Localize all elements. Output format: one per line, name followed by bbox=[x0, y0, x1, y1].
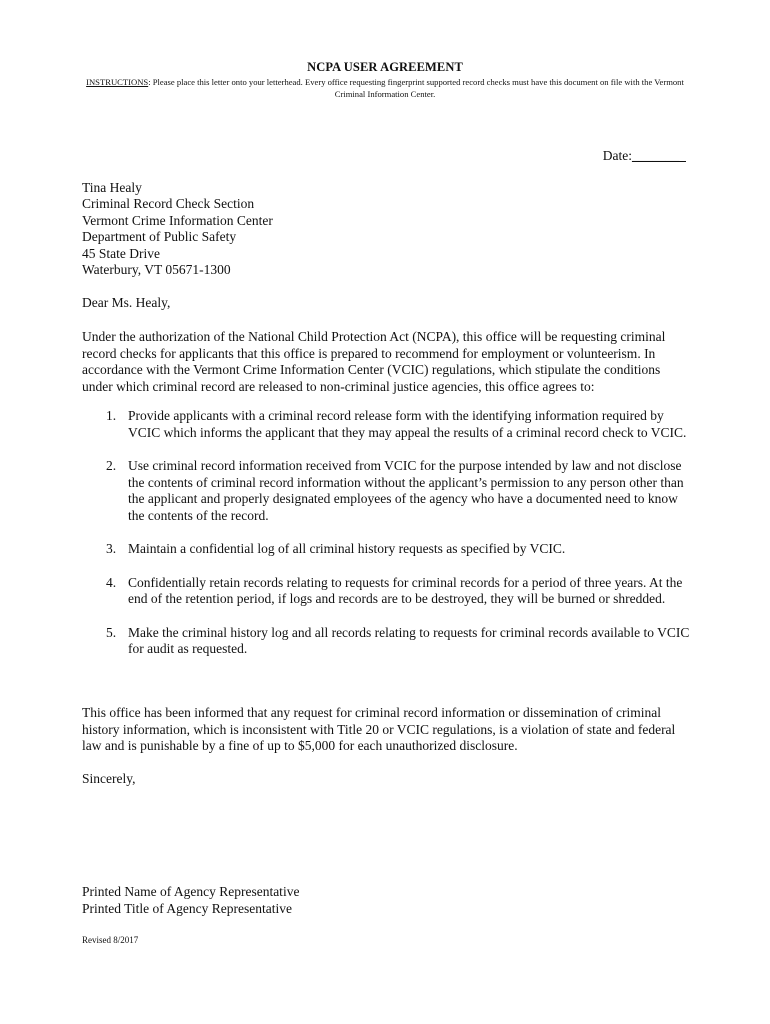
list-item bbox=[82, 458, 692, 524]
list-item-number: 4. bbox=[106, 574, 117, 590]
list-item-number: 3. bbox=[106, 541, 117, 556]
address-street: 45 State Drive bbox=[82, 245, 160, 261]
address-department: Department of Public Safety bbox=[82, 229, 237, 245]
address-section: Criminal Record Check Section bbox=[82, 196, 255, 212]
revision-note: Revised 8/2017 bbox=[82, 935, 139, 945]
date-line bbox=[603, 148, 686, 164]
list-item-text: Confidentially retain records relating to requests for criminal records for a period of three years. At the end of the retention period, if logs and records are to be destroyed, they will be burned or shredded. bbox=[128, 574, 683, 606]
list-item-number: 5. bbox=[106, 624, 117, 640]
list-item-text: Provide applicants with a criminal record release form with the identifying information required by VCIC which informs the applicant that they may appeal the results of a criminal record check to VCIC. bbox=[128, 408, 687, 440]
date-label: Date: bbox=[602, 148, 632, 163]
list-item bbox=[82, 575, 692, 608]
list-item-number: 1. bbox=[106, 408, 117, 423]
instructions-text: : Please place this letter onto your letterhead. Every office requesting fingerprint supported record checks must have this document on file with the Vermont Criminal Information Center. bbox=[148, 77, 684, 99]
salutation: Dear Ms. Healy, bbox=[82, 295, 171, 310]
recipient-address bbox=[82, 180, 273, 278]
list-item-text: Maintain a confidential log of all criminal history requests as specified by VCIC. bbox=[128, 541, 566, 556]
sign-off: Sincerely, bbox=[82, 771, 136, 786]
intro-paragraph: Under the authorization of the National Child Protection Act (NCPA), this office will be requesting criminal record checks for applicants that this office is prepared to recommend for employment or volunteerism. In accordance with the Vermont Crime Information Center (VCIC) regulations, which stipulate the conditions under which criminal record are released to non-criminal justice agencies, this office agrees to: bbox=[82, 329, 666, 394]
list-item bbox=[82, 625, 692, 658]
page-title: NCPA USER AGREEMENT bbox=[307, 60, 463, 74]
list-item-number: 2. bbox=[106, 458, 117, 473]
closing-paragraph: This office has been informed that any request for criminal record information or dissemination of criminal history information, which is inconsistent with Title 20 or VCIC regulations, is a violation of state and federal law and is punishable by a fine of up to $5,000 for each unauthorized disclosure. bbox=[82, 705, 676, 753]
instructions-label: INSTRUCTIONS bbox=[86, 77, 149, 87]
instructions bbox=[80, 76, 690, 100]
list-item bbox=[82, 408, 692, 441]
date-blank: _______ bbox=[632, 148, 686, 163]
list-item-text: Use criminal record information received from VCIC for the purpose intended by law and not disclose the contents of criminal record information without the applicant’s permission to any person other than the applicant and properly designated employees of the agency who have a documented need to know the contents of the record. bbox=[128, 458, 684, 523]
signature-block bbox=[82, 883, 299, 917]
agreement-list bbox=[82, 408, 692, 658]
address-name: Tina Healy bbox=[82, 180, 142, 195]
address-center: Vermont Crime Information Center bbox=[82, 212, 273, 228]
list-item-text: Make the criminal history log and all records relating to requests for criminal records available to VCIC for audit as requested. bbox=[128, 624, 690, 656]
list-item bbox=[82, 541, 692, 558]
printed-name-line: Printed Name of Agency Representative bbox=[82, 884, 300, 899]
printed-title-line: Printed Title of Agency Representative bbox=[82, 901, 292, 916]
address-city: Waterbury, VT 05671-1300 bbox=[82, 262, 231, 278]
